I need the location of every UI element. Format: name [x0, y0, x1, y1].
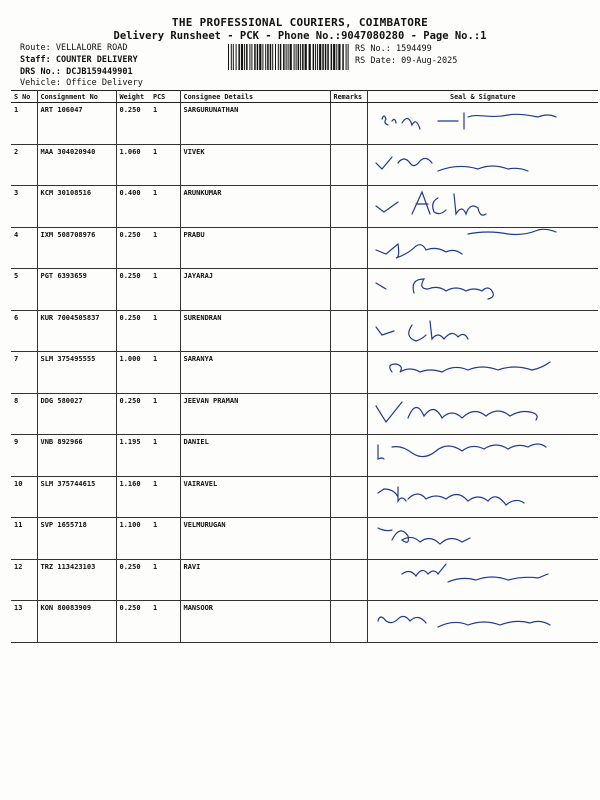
handwritten-signature	[368, 394, 599, 434]
sno-cell: 10	[11, 476, 37, 518]
signature-cell	[367, 518, 598, 560]
col-pcs: PCS	[150, 91, 180, 103]
weight-cell: 0.250	[116, 601, 150, 643]
staff-value: COUNTER DELIVERY	[55, 55, 138, 65]
signature-ink	[376, 157, 528, 171]
table-row	[11, 103, 598, 145]
col-consignee: Consignee Details	[180, 91, 330, 103]
weight-cell: 0.250	[116, 269, 150, 311]
weight-cell: 0.250	[116, 310, 150, 352]
pcs-cell: 1	[150, 601, 180, 643]
rs-date-line	[355, 56, 457, 66]
col-remarks: Remarks	[330, 91, 367, 103]
table-row	[11, 269, 598, 311]
drs-line	[20, 67, 133, 77]
consignment-cell: SVP 1655718	[37, 518, 116, 560]
sno-cell: 9	[11, 435, 37, 477]
remarks-cell	[330, 393, 367, 435]
weight-cell: 0.400	[116, 186, 150, 228]
vehicle-line	[20, 78, 143, 88]
consignee-cell: MANSOOR	[180, 601, 330, 643]
rs-no-label: RS No.:	[355, 44, 391, 54]
signature-cell	[367, 186, 598, 228]
consignment-cell: KCM 30108516	[37, 186, 116, 228]
signature-ink	[378, 528, 470, 544]
weight-cell: 1.100	[116, 518, 150, 560]
route-value: VELLALORE ROAD	[55, 43, 128, 53]
table-row	[11, 144, 598, 186]
consignee-cell: VIVEK	[180, 144, 330, 186]
rs-date-label: RS Date:	[355, 56, 396, 66]
consignee-cell: DANIEL	[180, 435, 330, 477]
route-line	[20, 43, 128, 53]
remarks-cell	[330, 144, 367, 186]
pcs-cell: 1	[150, 269, 180, 311]
consignment-cell: IXM 508708976	[37, 227, 116, 269]
col-consignment: Consignment No	[37, 91, 116, 103]
consignment-cell: PGT 6393659	[37, 269, 116, 311]
signature-cell	[367, 393, 598, 435]
signature-ink	[382, 113, 556, 129]
consignment-cell: VNB 892966	[37, 435, 116, 477]
signature-cell	[367, 269, 598, 311]
table-header-row	[11, 91, 598, 103]
drs-value: DCJB159449901	[66, 67, 133, 77]
consignee-cell: JEEVAN PRAMAN	[180, 393, 330, 435]
vehicle-value: Office Delivery	[66, 78, 143, 88]
route-label: Route:	[20, 43, 51, 53]
sno-cell: 13	[11, 601, 37, 643]
table-row	[11, 435, 598, 477]
consignment-cell: SLM 375744615	[37, 476, 116, 518]
table-row	[11, 601, 598, 643]
signature-cell	[367, 601, 598, 643]
remarks-cell	[330, 559, 367, 601]
consignment-cell: KUR 7004505837	[37, 310, 116, 352]
pcs-cell: 1	[150, 352, 180, 394]
signature-cell	[367, 476, 598, 518]
signature-ink	[378, 487, 524, 505]
staff-label: Staff:	[20, 55, 51, 65]
vehicle-label: Vehicle:	[20, 78, 61, 88]
sno-cell: 5	[11, 269, 37, 311]
consignee-cell: VELMURUGAN	[180, 518, 330, 560]
pcs-cell: 1	[150, 393, 180, 435]
sno-cell: 1	[11, 103, 37, 145]
weight-cell: 1.195	[116, 435, 150, 477]
pcs-cell: 1	[150, 144, 180, 186]
weight-cell: 0.250	[116, 393, 150, 435]
drs-label: DRS No.:	[20, 67, 61, 77]
table-row	[11, 393, 598, 435]
delivery-table	[11, 90, 598, 643]
consignment-cell: TRZ 113423103	[37, 559, 116, 601]
signature-cell	[367, 144, 598, 186]
remarks-cell	[330, 518, 367, 560]
remarks-cell	[330, 476, 367, 518]
consignee-cell: SURENDRAN	[180, 310, 330, 352]
consignment-cell: SLM 375495555	[37, 352, 116, 394]
pcs-cell: 1	[150, 227, 180, 269]
signature-ink	[376, 321, 468, 341]
pcs-cell: 1	[150, 103, 180, 145]
col-weight: Weight	[116, 91, 150, 103]
table-row	[11, 310, 598, 352]
signature-ink	[376, 192, 486, 215]
sno-cell: 12	[11, 559, 37, 601]
remarks-cell	[330, 186, 367, 228]
consignee-cell: JAYARAJ	[180, 269, 330, 311]
consignee-cell: SARANYA	[180, 352, 330, 394]
runsheet-title: Delivery Runsheet - PCK - Phone No.:9047080280 - Page No.:1	[113, 30, 487, 42]
signature-ink	[378, 616, 550, 627]
signature-cell	[367, 559, 598, 601]
sno-cell: 2	[11, 144, 37, 186]
col-sno: S No	[11, 91, 37, 103]
weight-cell: 0.250	[116, 227, 150, 269]
signature-ink	[402, 564, 548, 582]
sno-cell: 3	[11, 186, 37, 228]
handwritten-signature	[368, 435, 599, 475]
rs-date-value: 09-Aug-2025	[401, 56, 458, 66]
remarks-cell	[330, 435, 367, 477]
weight-cell: 0.250	[116, 559, 150, 601]
barcode	[228, 44, 350, 70]
handwritten-signature	[368, 145, 599, 185]
pcs-cell: 1	[150, 310, 180, 352]
handwritten-signature	[368, 477, 599, 517]
signature-ink	[376, 279, 493, 299]
sno-cell: 6	[11, 310, 37, 352]
consignee-cell: VAIRAVEL	[180, 476, 330, 518]
handwritten-signature	[368, 228, 599, 268]
sno-cell: 4	[11, 227, 37, 269]
sno-cell: 7	[11, 352, 37, 394]
consignee-cell: SARGURUNATHAN	[180, 103, 330, 145]
signature-cell	[367, 310, 598, 352]
signature-cell	[367, 227, 598, 269]
remarks-cell	[330, 227, 367, 269]
remarks-cell	[330, 269, 367, 311]
consignee-cell: RAVI	[180, 559, 330, 601]
handwritten-signature	[368, 269, 599, 309]
pcs-cell: 1	[150, 435, 180, 477]
weight-cell: 1.000	[116, 352, 150, 394]
pcs-cell: 1	[150, 559, 180, 601]
table-row	[11, 476, 598, 518]
signature-ink	[389, 362, 549, 372]
handwritten-signature	[368, 352, 599, 392]
table-row	[11, 227, 598, 269]
table-row	[11, 518, 598, 560]
rs-no-line	[355, 44, 432, 54]
signature-cell	[367, 435, 598, 477]
pcs-cell: 1	[150, 518, 180, 560]
signature-cell	[367, 352, 598, 394]
signature-ink	[376, 229, 556, 258]
staff-line	[20, 55, 138, 65]
consignment-cell: KON 80083909	[37, 601, 116, 643]
pcs-cell: 1	[150, 186, 180, 228]
sno-cell: 8	[11, 393, 37, 435]
signature-ink	[378, 444, 546, 459]
handwritten-signature	[368, 311, 599, 351]
handwritten-signature	[368, 601, 599, 641]
company-name: THE PROFESSIONAL COURIERS, COIMBATORE	[171, 16, 429, 29]
consignment-cell: DDG 580027	[37, 393, 116, 435]
remarks-cell	[330, 352, 367, 394]
remarks-cell	[330, 310, 367, 352]
consignee-cell: ARUNKUMAR	[180, 186, 330, 228]
rs-no-value: 1594499	[395, 44, 432, 54]
handwritten-signature	[368, 103, 599, 143]
signature-ink	[376, 402, 537, 422]
pcs-cell: 1	[150, 476, 180, 518]
handwritten-signature	[368, 518, 599, 558]
consignment-cell: ART 106047	[37, 103, 116, 145]
sno-cell: 11	[11, 518, 37, 560]
weight-cell: 0.250	[116, 103, 150, 145]
col-signature: Seal & Signature	[367, 91, 598, 103]
remarks-cell	[330, 601, 367, 643]
table-row	[11, 186, 598, 228]
weight-cell: 1.060	[116, 144, 150, 186]
consignment-cell: MAA 304020940	[37, 144, 116, 186]
weight-cell: 1.160	[116, 476, 150, 518]
handwritten-signature	[368, 560, 599, 600]
consignee-cell: PRABU	[180, 227, 330, 269]
remarks-cell	[330, 103, 367, 145]
signature-cell	[367, 103, 598, 145]
handwritten-signature	[368, 186, 599, 226]
table-row	[11, 559, 598, 601]
table-row	[11, 352, 598, 394]
